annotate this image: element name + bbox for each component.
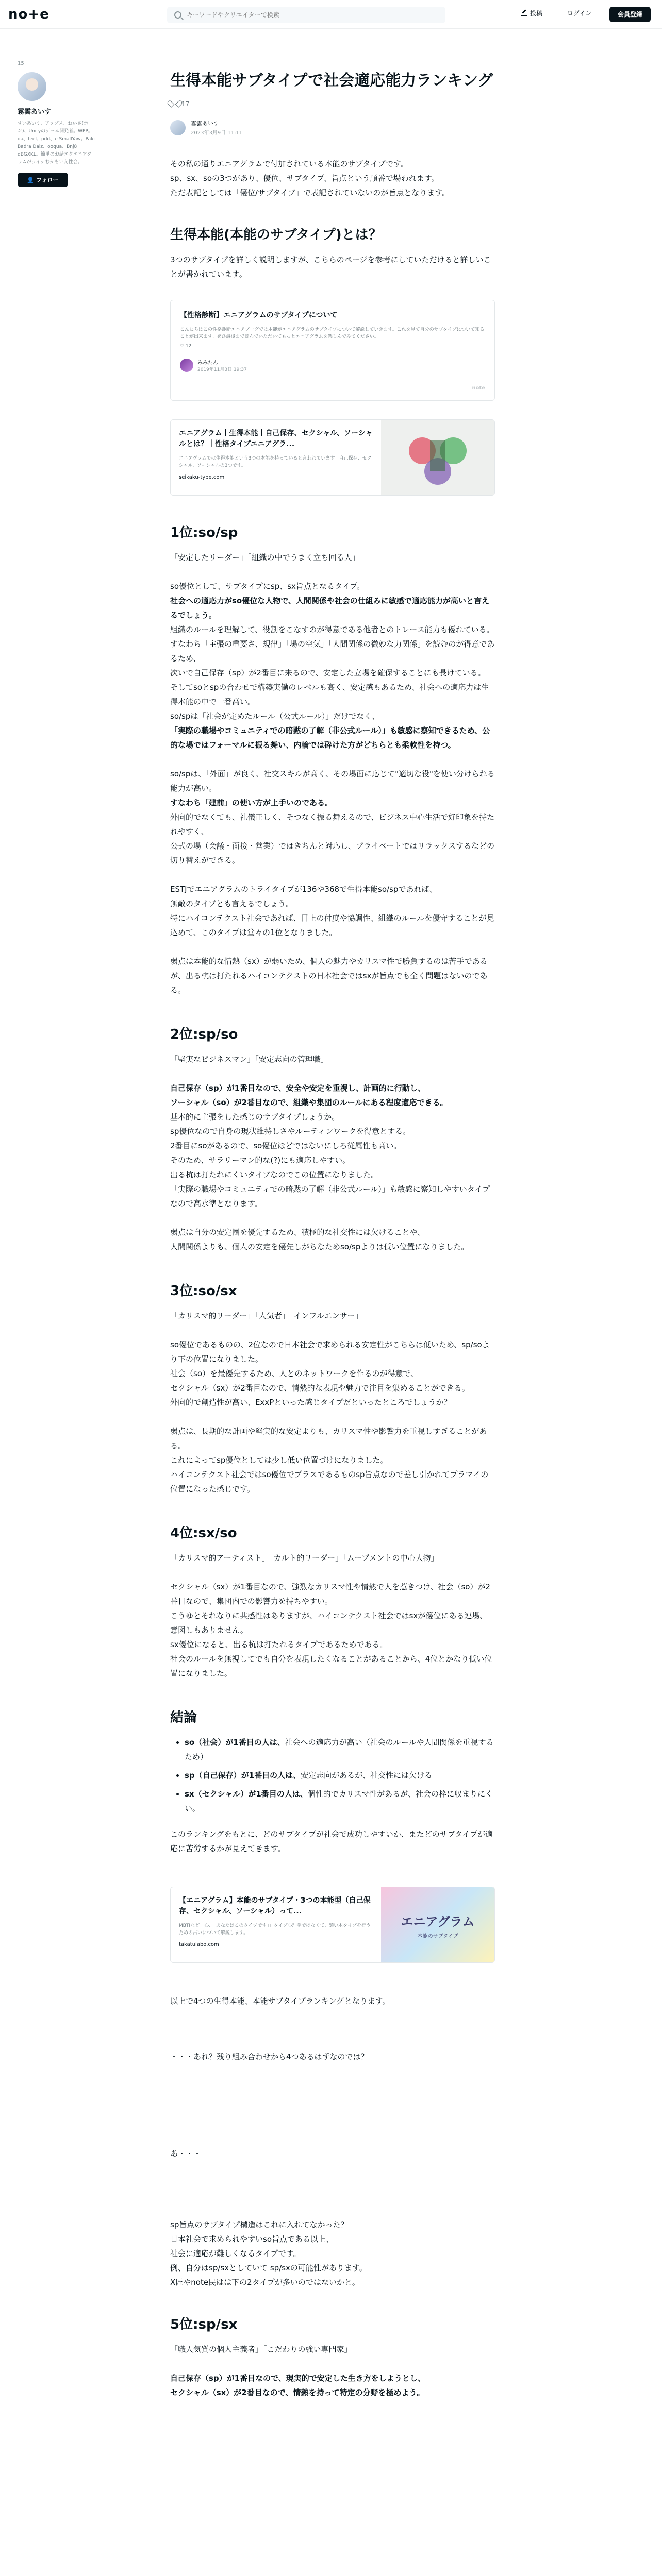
article-main [170,70,495,2400]
link-card[interactable] [170,419,495,496]
sidebar-top-label: 15 [18,61,24,66]
section-quote: 「カリスマ的リーダー」「人気者」「インフルエンサー」 [170,1311,363,1320]
intro-line: ただ表記としては「優位/サブタイプ」で表記されていないのが旨点となります。 [170,188,450,197]
section-heading: 1位:so/sp [170,525,238,540]
card-thumbnail [381,1887,494,1963]
paragraph: so/spは「社会が定めたルール（公式ルール）」だけでなく、 [170,711,379,721]
paragraph: すなわち「建前」の使い方が上手いのである。 [170,798,333,807]
embed-likes: ♡ 12 [180,344,192,349]
paragraph: 弱点は本能的な情熱（sx）が弱いため、個人の魅力やカリスマ性で勝負するのは苦手であるが、出る杭は打たれるハイコンテクストの日本社会ではsxが旨点でも全く問題はないのである。 [170,957,488,995]
search-icon [174,11,181,19]
paragraph: so/spは、「外面」が良く、社交スキルが高く、その場面に応じて"適切な役"を使い分けられる能力が高い。 [170,769,495,793]
card-title: 【エニアグラム】本能のサブタイプ・3つの本能型（自己保存、セクシャル、ソーシャル）って... [179,1896,371,1916]
search-bar[interactable] [167,7,445,23]
paragraph: 日本社会で求められやすいso旨点である以上、 [170,2234,334,2244]
section-heading: 2位:sp/so [170,1027,238,1042]
section-heading: 5位:sp/sx [170,2317,238,2332]
embed-note-logo: note [472,385,485,391]
card-domain: seikaku-type.com [179,474,225,480]
paragraph: 自己保存（sp）が1番目なので、安全や安定を重視し、計画的に行動し、 [170,1083,425,1093]
paragraph: ソーシャル（so）が2番目なので、組織や集団のルールにある程度適応できる。 [170,1098,448,1107]
paragraph: あ・・・ [170,2149,202,2158]
paragraph: sp旨点のサブタイプ構造はこれに入れてなかった？ [170,2220,349,2229]
embed-description: こんにちはこの性格診断エニアブログでは本能がエニアグラムのサブタイプについて解説していきます。これを見て自分のサブタイプについて知ることが出来ます。ぜひ最後まで読んでいただいてもっとエニアグラムを楽しんでみてください。 [180,327,485,340]
card-description: MBTIなど「心、「あなたはこのタイプです」」タイプ心理学ではなくて、類い本タイプを行うための占いについて解説します。 [179,1923,371,1936]
section-heading: 結論 [170,1710,197,1725]
paragraph: セクシャル（sx）が2番目なので、情熱的な表現や魅力で注目を集めることができる。 [170,1383,470,1393]
paragraph: ESTJでエニアグラムのトライタイプが136や368で生得本能so/spであれば、 [170,885,437,894]
paragraph: 次いで自己保存（sp）が2番目に来るので、安定した立場を確保することにも長けている。 [170,668,486,677]
paragraph: 無敵のタイプとも言えるでしょう。 [170,899,294,908]
card-domain: takatulabo.com [179,1942,219,1947]
embed-date: 2019年11月3日 19:37 [197,367,247,372]
paragraph: 社会のルールを無視してでも自分を表現したくなることがあることから、4位とかなり低い位置になりました。 [170,1654,492,1678]
paragraph: 2番目にsoがあるので、so優位ほどではないにしろ従属性も高い。 [170,1141,402,1150]
card-title: エニアグラム｜生得本能｜自己保存、セクシャル、ソーシャルとは？｜性格タイプエニアグラ... [179,429,373,448]
byline-author[interactable]: 霧雲あいす [191,120,219,127]
list-item: • sx（セクシャル）が1番目の人は、個性的でカリスマ性があるが、社会の枠に収まりにくい。 [185,1787,495,1816]
follow-label: フォロー [36,177,59,183]
paragraph: こうゆとそれなりに共感性はありますが、ハイコンテクスト社会ではsxが優位にある連場、意図しもありません。 [170,1611,488,1635]
paragraph: 外向的でなくても、礼儀正しく、そつなく振る舞えるので、ビジネス中心生活で好印象を持たれやすく、 [170,812,494,836]
paragraph: 人間関係よりも、個人の安定を優先しがちなためso/spよりは低い位置になりました。 [170,1242,469,1251]
article-byline [170,119,495,136]
author-bio: すいあいす、アップス、ねいさ(ポン)、Unityのゲーム開発者。WPP。da、feel、pdd、e SmallYaw。Paki Badra Daiz、ooqua、Bnj8 dBGXKL。簡単のお話エクエニアグラムがライテむかもいえ性会。 [18,121,95,165]
post-label: 投稿 [530,10,543,17]
paragraph: sx優位になると、出る杭は打たれるタイプであるためである。 [170,1640,388,1649]
author-sidebar [18,72,95,187]
follow-button[interactable] [18,173,68,187]
paragraph: 社会（so）を最優先するため、人とのネットワークを作るのが得意で、 [170,1369,419,1378]
paragraph: 基本的に主張をした感じのサブタイプしょうか。 [170,1112,340,1122]
paragraph: so優位として、サブタイプにsp、sx旨点となるタイプ。 [170,582,365,591]
paragraph: X匠やnote民はは下の2タイプが多いのではないかと。 [170,2278,360,2287]
thumbnail-title: エニアグラム [401,1914,475,1929]
paragraph: ・・・あれ？残り組み合わせから4つあるはずなのでは？ [170,2052,369,2061]
paragraph: 社会への適応力がso優位な人物で、人間関係や社会の仕組みに敏感で適応能力が高いと言えるでしょう。 [170,596,489,620]
paragraph: 自己保存（sp）が1番目なので、現実的で安定した生き方をしようとし、 [170,2374,425,2383]
embed-title: 【性格診断】エニアグラムのサブタイプについて [180,311,338,319]
paragraph: sp優位なので自身の現状維持しさやルーティンワークを得意とする。 [170,1127,411,1136]
byline-date: 2023年3月9日 11:11 [191,130,243,136]
paragraph: 社会に適応が難しくなるタイプです。 [170,2249,301,2258]
person-plus-icon: 👤 [27,176,35,183]
paragraph: すなわち「主張の重要さ、規律」「場の空気」「人間関係の微妙な力関係」を読むのが得意であるため、 [170,639,495,663]
signup-button[interactable]: 会員登録 [609,7,651,22]
note-logo[interactable]: no+e [8,7,49,22]
section-heading: 4位:sx/so [170,1526,237,1541]
note-embed-card[interactable] [170,300,495,401]
embed-author-name: みみたん [197,360,218,366]
thumbnail-subtitle: 本能のサブタイプ [417,1934,458,1939]
login-button[interactable]: ログイン [567,10,592,17]
section-heading: 生得本能(本能のサブタイプ)とは？ [170,227,382,243]
paragraph: so優位であるものの、2位なので日本社会で求められる安定性がこちらは低いため、sp/soより下の位置になりました。 [170,1340,490,1364]
intro-line: その私の通りエニアグラムで付加されている本能のサブタイプです。 [170,159,408,168]
section-quote: 「職人気質の個人主義者」「こだわりの強い専門家」 [170,2345,352,2354]
paragraph: ハイコンテクスト社会ではso優位でプラスであるものsp旨点なので差し引かれてプラマイの位置になった感じです。 [170,1470,489,1494]
paragraph: 以上で4つの生得本能、本能サブタイプランキングとなります。 [170,1996,390,2006]
paragraph: 例、自分はsp/sxとしていて sp/sxの可能性があります。 [170,2263,367,2273]
list-item: • so（社会）が1番目の人は、社会への適応力が高い（社会のルールや人間関係を重視するため） [185,1735,495,1764]
author-avatar[interactable] [18,72,46,101]
article-title: 生得本能サブタイプで社会適応能力ランキング [170,72,493,90]
author-name[interactable]: 霧雲あいす [18,108,52,116]
likes-count: 17 [181,100,190,108]
intro-line: sp、sx、soの3つがあり、優位、サブタイプ、旨点という順番で場われます。 [170,174,439,183]
paragraph: 出る杭は打たれにくいタイプなのでこの位置になりました。 [170,1170,379,1179]
paragraph: 公式の場（会議・面接・営業）ではきちんと対応し、プライベートではリラックスするなどの切り替えができる。 [170,841,495,865]
embed-author-avatar [180,359,193,372]
paragraph: 弱点は自分の安定圏を優先するため、積極的な社交性には欠けることや、 [170,1228,425,1237]
search-input[interactable] [187,11,434,19]
paragraph: 外向的で創造性が高い、ExxPといった感じタイプだといったところでしょうか？ [170,1398,452,1407]
paragraph: そのため、サラリーマン的な(?)にも適応しやすい。 [170,1156,351,1165]
paragraph: このランキングをもとに、どのサブタイプが社会で成功しやすいか、またどのサブタイプが適応に苦労するかが見えてきます。 [170,1829,493,1853]
card-thumbnail [381,420,494,496]
paragraph: 「実際の職場やコミュニティでの暗黙の了解（非公式ルール）」も敏感に察知しやすいタイプなので高水準となります。 [170,1184,490,1208]
post-button[interactable] [521,9,542,18]
paragraph: 「実際の職場やコミュニティでの暗黙の了解（非公式ルール）」も敏感に察知できるため、公的な場ではフォーマルに振る舞い、内輪では砕けた方がどちらとも柔軟性を持つ。 [170,726,490,750]
conclusion-list [185,1735,495,1816]
paragraph: セクシャル（sx）が1番目なので、強烈なカリスマ性や情熱で人を惹きつけ、社会（so）が2番目なので、集団内での影響力を持ちやすい。 [170,1582,490,1606]
article-likes[interactable] [170,100,495,108]
heart-icon [170,100,177,108]
byline-avatar[interactable] [170,120,186,135]
list-item: • sp（自己保存）が1番目の人は、安定志向があるが、社交性には欠ける [185,1768,495,1783]
paragraph: これによってsp優位としては少し低い位置づけになりました。 [170,1455,388,1465]
pen-icon [521,10,527,16]
paragraph: 3つのサブタイプを詳しく説明しますが、こちらのページを参考にしていただけると詳しいことが書かれています。 [170,255,491,279]
embed-author [180,358,485,372]
paragraph: 特にハイコンテクスト社会であれば、目上の付度や協調性、組織のルールを優守することが見込めて、このタイプは堂々の1位となりました。 [170,913,494,937]
paragraph: 弱点は、長期的な計画や堅実的な安定よりも、カリスマ性や影響力を重視しすぎることがある。 [170,1427,487,1450]
paragraph: セクシャル（sx）が2番目なので、情熱を持って特定の分野を極めよう。 [170,2388,425,2397]
section-heading: 3位:so/sx [170,1283,237,1299]
card-description: エニアグラムでは生得本能という3つの本能を持っていると言われています。自己保存、セクシャル、ソーシャルの3つです。 [179,456,372,468]
section-quote: 「堅実なビジネスマン」「安定志向の管理職」 [170,1055,328,1064]
paragraph: そしてsoとspの合わせで構築実働のレベルも高く、安定感もあるため、社会への適応力は生得本能の中で一番高い。 [170,683,489,706]
section-quote: 「安定したリーダー」「組織の中でうまく立ち回る人」 [170,553,360,562]
link-card[interactable] [170,1887,495,1963]
paragraph: 組織のルールを理解して、役割をこなすのが得意である他者とのトレース能力も優れている。 [170,625,494,634]
top-header [0,0,662,29]
section-quote: 「カリスマ的アーティスト」「カルト的リーダー」「ムーブメントの中心人物」 [170,1553,439,1563]
